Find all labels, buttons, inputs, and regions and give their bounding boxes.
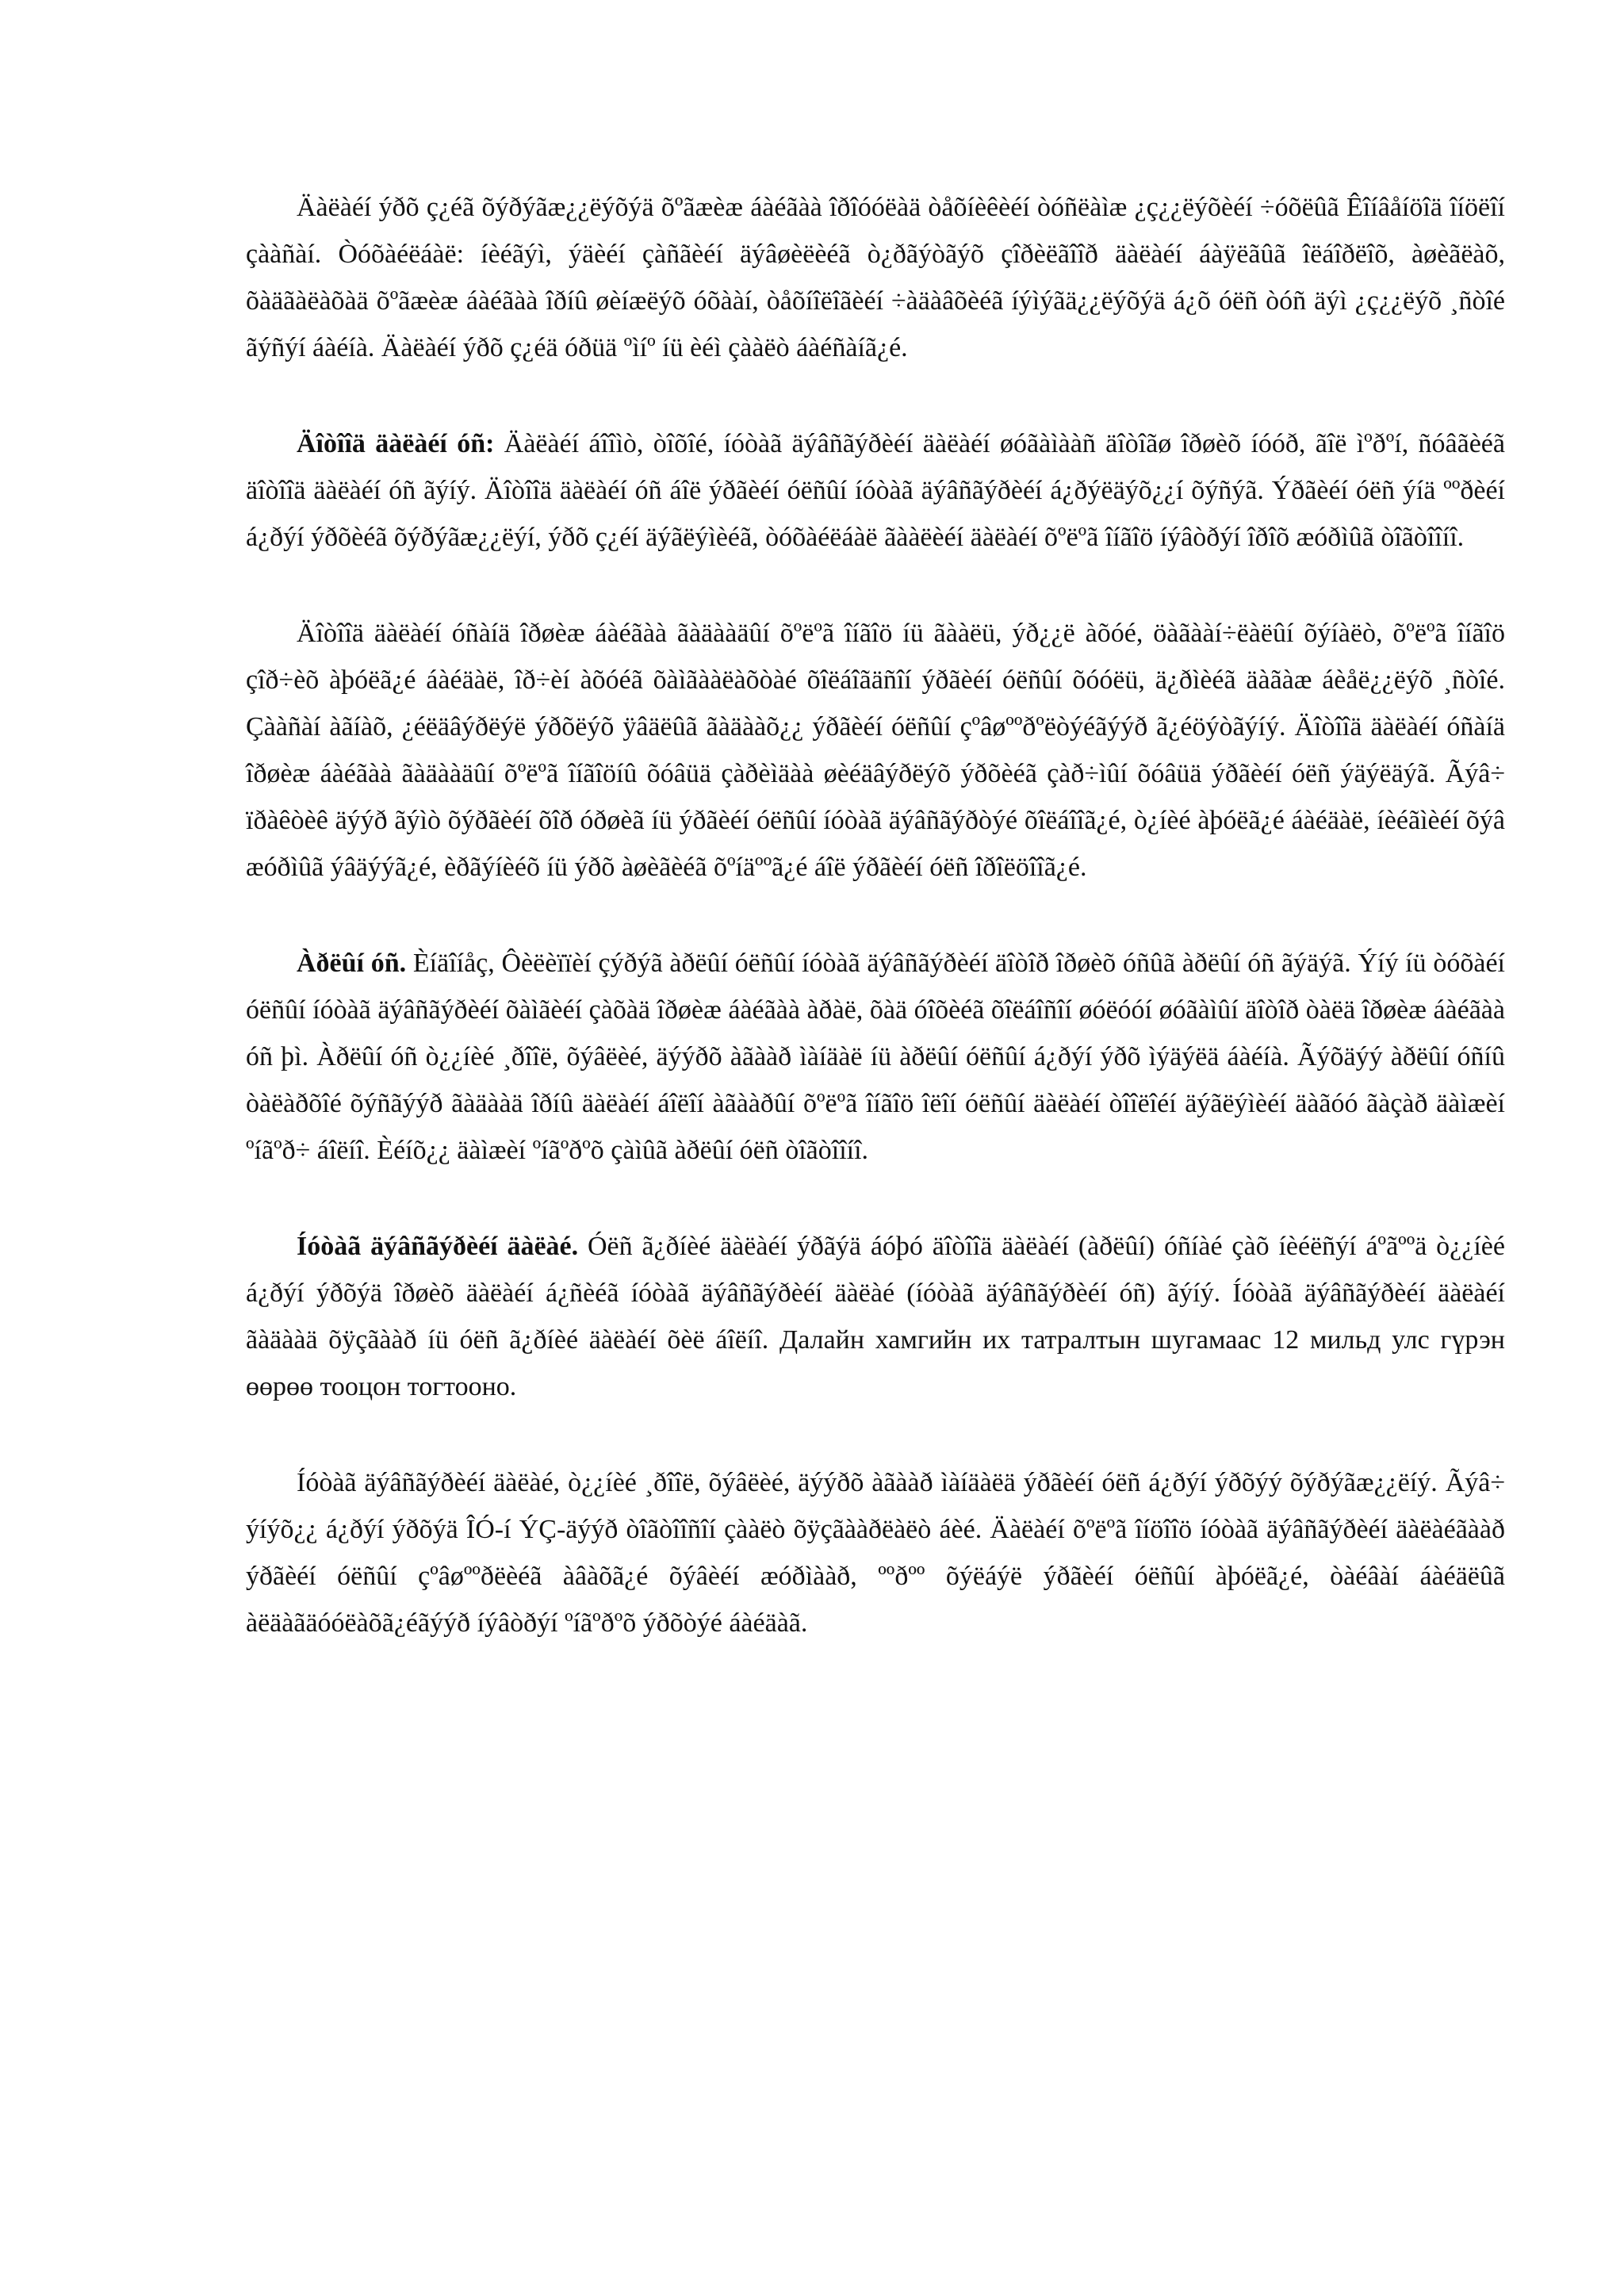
paragraph-3 — [246, 610, 1505, 891]
paragraph-6 — [246, 1459, 1505, 1646]
paragraph-5-heading: Íóòàã äýâñãýðèéí äàëàé. — [297, 1232, 579, 1261]
paragraph-2 — [246, 420, 1505, 561]
document-body — [246, 184, 1505, 1696]
paragraph-4-text: Èíäîíåç, Ôèëèïïèí çýðýã àðëûí óëñûí íóòàã äýâñãýðèéí äîòîð îðøèõ óñûã àðëûí óñ ãýäýã. Ýíý íü òóõàéí óëñûí íóòàã äýâñãýðèéí õàìãèéí çàõàä îðøèæ áàéãàà àðàë, õàä óîõèéã õîëáîñîí øóëóóí øóãàìûí äîòîð òàëä îðøèæ áàéãàà óñ þì. Àðëûí óñ ò¿¿íèé ¸ðîîë, õýâëèé, äýýðõ àãààð ìàíäàë íü àðëûí óëñûí á¿ðýí ýðõ ìýäýëä áàéíà. Ãýõäýý àðëûí óñíû òàëàðõîé õýñãýýð ãàäààä îðíû äàëàéí áîëîí àãààðûí õºëºã îíãîö îëîí óëñûí äàëàéí òîîëîéí äýãëýìèéí äàãóó ãàçàð äàìæèí ºíãºð÷ áîëíî. Èéíõ¿¿ äàìæèí ºíãºðºõ çàìûã àðëûí óëñ òîãòîîíî. — [246, 949, 1505, 1165]
paragraph-1 — [246, 184, 1505, 371]
paragraph-5-text: Óëñ ã¿ðíèé äàëàéí ýðãýä áóþó äîòîîä äàëàéí (àðëûí) óñíàé çàõ íèéëñýí áºãººä ò¿¿íèé á¿ðýí ýðõýä îðøèõ äàëàéí á¿ñèéã íóòàã äýâñãýðèéí äàëàé (íóòàã äýâñãýðèéí óñ) ãýíý. Íóòàã äýâñãýðèéí äàëàéí ãàäààä õÿçãààð íü óëñ ã¿ðíèé äàëàéí õèë áîëíî. Далайн хамгийн их татралтын шугамаас 12 мильд улс гүрэн өөрөө тооцон тогтооно. — [246, 1232, 1505, 1401]
paragraph-1-text: Äàëàéí ýðõ ç¿éã õýðýãæ¿¿ëýõýä õºãæèæ áàéãàà îðîóóëàä òåõíèêèéí òóñëàìæ ¿ç¿¿ëýõèéí ÷óõëûã Êîíâåíöîä îíöëîí çààñàí. Òóõàéëáàë: íèéãýì, ýäèéí çàñãèéí äýâøèëèéã ò¿ðãýòãýõ çîðèëãîîð äàëàéí áàÿëãûã îëáîðëîõ, àøèãëàõ, õàäãàëàõàä õºãæèæ áàéãàà îðíû øèíæëýõ óõààí, òåõíîëîãèéí ÷àäàâõèéã íýìýãä¿¿ëýõýä á¿õ óëñ òóñ äýì ¿ç¿¿ëýõ ¸ñòîé ãýñýí áàéíà. Äàëàéí ýðõ ç¿éä óðüä ºìíº íü èéì çààëò áàéñàíã¿é. — [246, 193, 1505, 362]
paragraph-4-heading: Àðëûí óñ. — [297, 949, 407, 978]
paragraph-6-text: Íóòàã äýâñãýðèéí äàëàé, ò¿¿íèé ¸ðîîë, õýâëèé, äýýðõ àãààð ìàíäàëä ýðãèéí óëñ á¿ðýí ýðõýý õýðýãæ¿¿ëíý. Ãýâ÷ ýíýõ¿¿ á¿ðýí ýðõýä ÎÓ-í ÝÇ-äýýð òîãòîîñîí çààëò õÿçãààðëàëò áèé. Äàëàéí õºëºã îíöîîö íóòàã äýâñãýðèéí äàëàéãààð ýðãèéí óëñûí çºâøººðëèéã àâàõã¿é õýâèéí æóðìààð, ººðºº õýëáýë ýðãèéí óëñûí àþóëã¿é, òàéâàí áàéäëûã àëäàãäóóëàõã¿éãýýð íýâòðýí ºíãºðºõ ýðõòýé áàéäàã. — [246, 1468, 1505, 1638]
paragraph-2-text: Äàëàéí áîîìò, òîõîé, íóòàã äýâñãýðèéí äàëàéí øóãàìààñ äîòîãø îðøèõ íóóð, ãîë ìºðºí, ñóâãèéã äîòîîä äàëàéí óñ ãýíý. Äîòîîä äàëàéí óñ áîë ýðãèéí óëñûí íóòàã äýâñãýðèéí á¿ðýëäýõ¿¿í õýñýã. Ýðãèéí óëñ ýíä ººðèéí á¿ðýí ýðõèéã õýðýãæ¿¿ëýí, ýðõ ç¿éí äýãëýìèéã, òóõàéëáàë ãààëèéí äàëàéí õºëºã îíãîö íýâòðýí îðîõ æóðìûã òîãòîîíî. — [246, 429, 1505, 552]
paragraph-2-heading: Äîòîîä äàëàéí óñ: — [297, 429, 495, 458]
paragraph-5 — [246, 1223, 1505, 1410]
paragraph-4 — [246, 940, 1505, 1174]
paragraph-3-text: Äîòîîä äàëàéí óñàíä îðøèæ áàéãàà ãàäààäûí õºëºã îíãîö íü ãààëü, ýð¿¿ë àõóé, öàãààí÷ëàëûí õýíàëò, õºëºã îíãîö çîð÷èõ àþóëã¿é áàéäàë, îð÷èí àõóéã õàìãààëàõòàé õîëáîãäñîí ýðãèéí óëñûí õóóëü, ä¿ðìèéã äàãàæ áèåë¿¿ëýõ ¸ñòîé. Çààñàí àãíàõ, ¿éëäâýðëýë ýðõëýõ ÿâäëûã ãàäààõ¿¿ ýðãèéí óëñûí çºâøººðºëòýéãýýð ã¿éöýòãýíý. Äîòîîä äàëàéí óñàíä îðøèæ áàéãàà ãàäààäûí õºëºã îíãîöíû õóâüä çàðèìäàà øèéäâýðëýõ ýðõèéã çàð÷ìûí õóâüä ýðãèéí óëñ ýäýëäýã. Ãýâ÷ ïðàêòèê äýýð ãýìò õýðãèéí õîð óðøèã íü ýðãèéí óëñûí íóòàã äýâñãýðòýé õîëáîîã¿é, ò¿íèé àþóëã¿é áàéäàë, íèéãìèéí õýâ æóðìûã ýâäýýã¿é, èðãýíèéõ íü ýðõ àøèãèéã õºíäººã¿é áîë ýðãèéí óëñ îðîëöîîã¿é. — [246, 619, 1505, 882]
